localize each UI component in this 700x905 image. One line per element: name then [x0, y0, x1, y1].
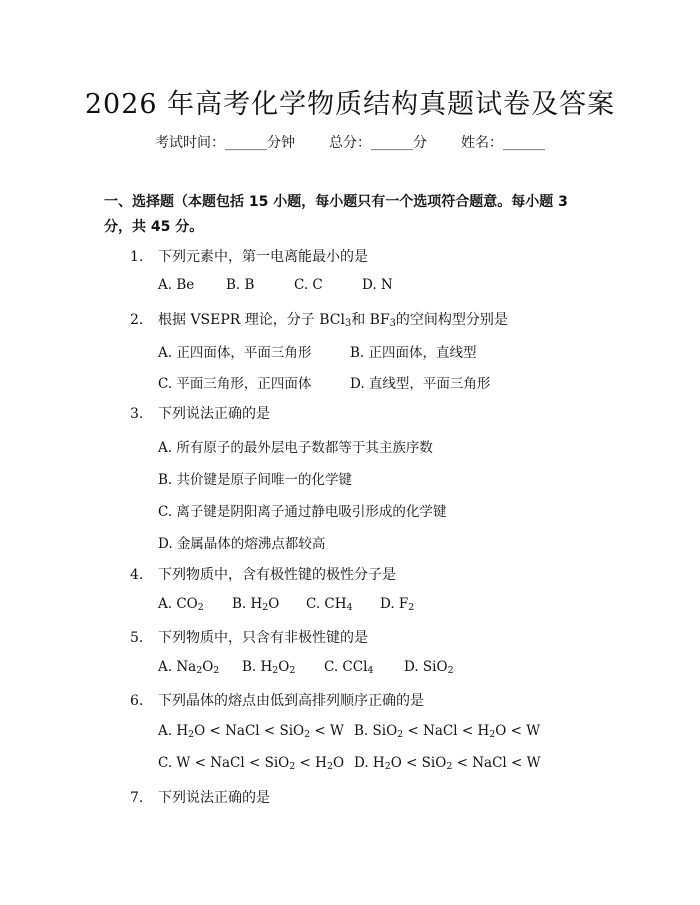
question-4: 4. 下列物质中，含有极性键的极性分子是	[130, 567, 396, 583]
option: B. $H_2O_2$	[242, 659, 296, 676]
exam-name: 姓名：______	[461, 135, 545, 151]
option: D. N	[362, 277, 393, 293]
option: D. $F_2$	[380, 596, 415, 613]
option: C. CCl$_4$	[324, 659, 374, 676]
section-heading: 一、选择题（本题包括 15 小题，每小题只有一个选项符合题意。每小题 3 分，共 45 分。	[104, 194, 568, 235]
question-5: 5. 下列物质中，只含有非极性键的是	[130, 630, 368, 646]
option: D. SiO$_2$	[404, 659, 454, 676]
option: A. $H_2O$ < NaCl < SiO$_2$ < W	[158, 723, 344, 740]
option: C. C	[294, 277, 323, 293]
option: D. 直线型，平面三角形	[350, 376, 491, 392]
question-6-options-row2	[158, 755, 541, 771]
option: A. 正四面体，平面三角形	[158, 345, 312, 361]
question-1-options	[158, 277, 393, 293]
question-6: 6. 下列晶体的熔点由低到高排列顺序正确的是	[130, 693, 424, 709]
option: C. 平面三角形，正四面体	[158, 376, 312, 392]
question-2-options-row2	[158, 372, 490, 392]
option: B. 正四面体，直线型	[350, 345, 477, 361]
option: C. W < NaCl < $SiO_2 < H_2O$	[158, 755, 345, 772]
option: B. 共价键是原子间唯一的化学键	[158, 472, 353, 488]
question-7: 7. 下列说法正确的是	[130, 790, 270, 806]
question-5-options	[158, 659, 454, 675]
question-3: 3. 下列说法正确的是	[130, 406, 270, 422]
option: B. $H_2O$	[232, 596, 280, 613]
exam-score: 总分：______分	[329, 135, 427, 151]
option: C. $CH_4$	[306, 596, 353, 613]
option: D. $H_2O < SiO_2$ < NaCl < W	[354, 755, 541, 772]
option: B. B	[226, 277, 255, 293]
option: C. 离子键是阴阳离子通过静电吸引形成的化学键	[158, 504, 447, 520]
question-2: 2. 根据 VSEPR 理论，分子 BCl$_3$和 $BF_3$的空间构型分别是	[130, 312, 508, 329]
option: D. 金属晶体的熔沸点都较高	[158, 536, 326, 552]
question-2-stem: 根据 VSEPR 理论，分子 BCl$_3$和 $BF_3$的空间构型分别是	[158, 312, 508, 329]
question-1: 1. 下列元素中，第一电离能最小的是	[130, 249, 368, 265]
option: A. $CO_2$	[158, 596, 204, 613]
question-2-options-row1	[158, 341, 477, 361]
question-4-options	[158, 596, 414, 612]
exam-info	[0, 132, 700, 152]
option: A. Be	[158, 277, 195, 293]
question-6-options-row1	[158, 723, 540, 739]
option: B. SiO$_2$ < NaCl < $H_2O < W$	[354, 723, 541, 740]
exam-time: 考试时间：______分钟	[155, 135, 295, 151]
option: A. $Na_2O_2$	[158, 659, 220, 676]
option: A. 所有原子的最外层电子数都等于其主族序数	[158, 440, 433, 456]
page-title: 2026 年高考化学物质结构真题试卷及答案	[84, 89, 616, 120]
